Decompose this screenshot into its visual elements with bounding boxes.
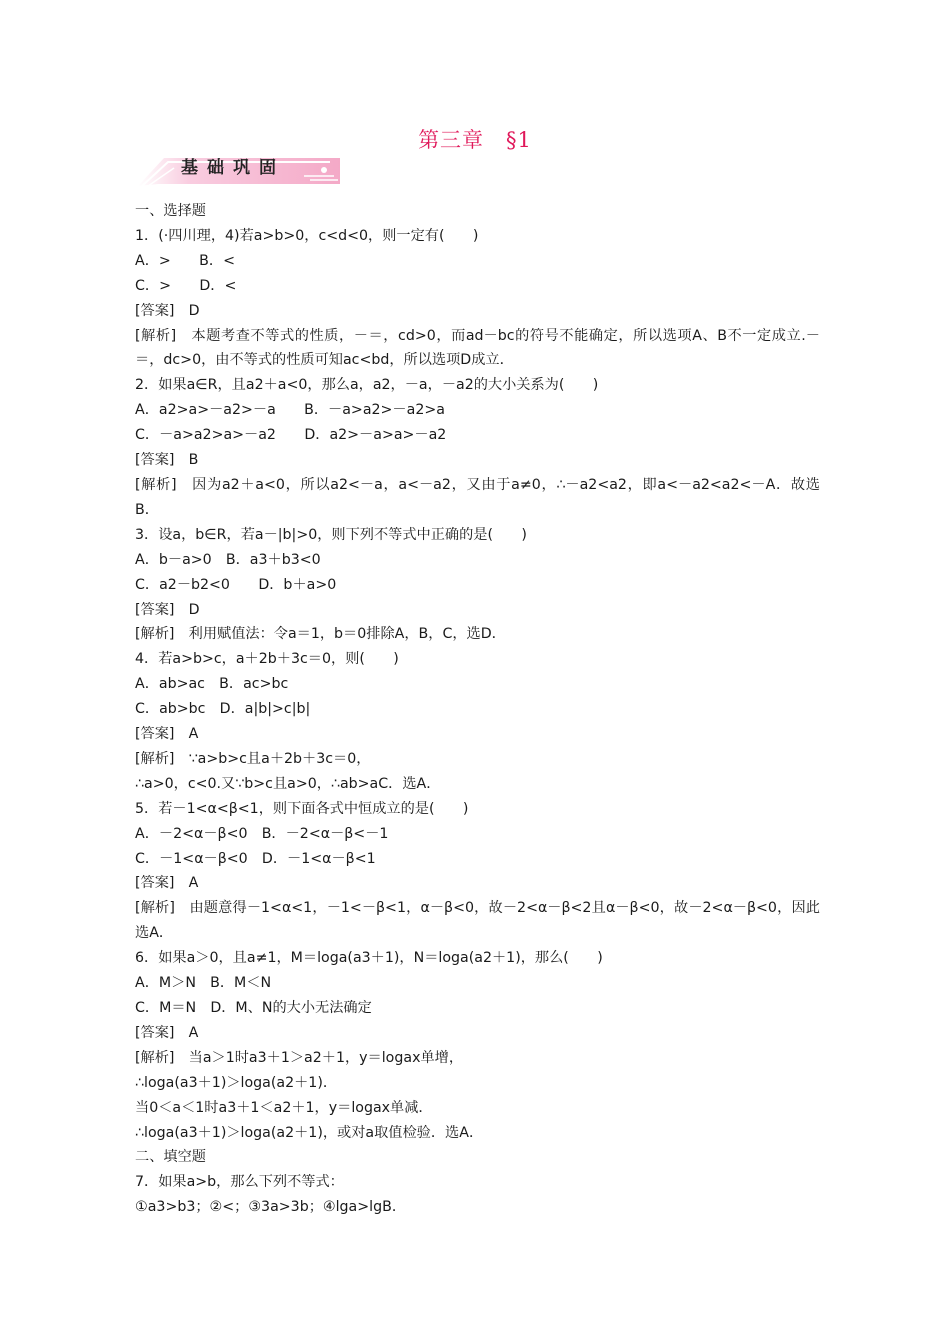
question-4: 4．若a>b>c，a＋2b＋3c＝0，则( ) [135,651,399,668]
analysis: [解析] ∵a>b>c且a＋2b＋3c＝0， [135,750,371,767]
options: A．M＞N B．M＜N [135,975,272,992]
options: A．a2>a>－a2>－a B．－a>a2>－a2>a [135,402,445,419]
options: C．－1<α－β<0 D．－1<α－β<1 [135,850,376,867]
answer: [答案] A [135,726,199,743]
answer: [答案] A [135,875,199,892]
question-5: 5．若－1<α<β<1，则下面各式中恒成立的是( ) [135,800,469,817]
section-banner-label: 基础巩固 [181,158,285,178]
document-body [135,199,820,1220]
answer: [答案] A [135,1024,199,1041]
question-2: 2．如果a∈R，且a2＋a<0，那么a，a2，－a，－a2的大小关系为( ) [135,377,599,394]
analysis-continued: ∴loga(a3＋1)＞loga(a2＋1)． [135,1074,338,1091]
section-heading: 一、选择题 [135,203,206,219]
analysis: [解析] 由题意得－1<α<1，－1<－β<1，α－β<0，故－2<α－β<2且α－β<0，故－2<α－β<0，因此选A． [135,900,820,942]
chapter-title: 第三章 §1 [418,128,532,152]
options: C．ab>bc D．a|b|>c|b| [135,701,311,718]
question-7-items: ①a3>b3；②<；③3a>3b；④lga>lgB． [135,1199,407,1216]
analysis-continued: ∴loga(a3＋1)＞loga(a2＋1)，或对a取值检验．选A． [135,1124,484,1141]
options: C．a2－b2<0 D．b＋a>0 [135,576,337,593]
options: C．－a>a2>a>－a2 D．a2>－a>a>－a2 [135,427,447,444]
answer: [答案] D [135,601,200,618]
analysis: [解析] 因为a2＋a<0，所以a2<－a，a<－a2，又由于a≠0，∴－a2<a2，即a<－a2<a2<－A．故选B． [135,476,820,518]
analysis-continued: 当0＜a＜1时a3＋1＜a2＋1，y＝logax单减． [135,1099,433,1116]
options: C．M＝N D．M、N的大小无法确定 [135,1000,372,1016]
analysis: [解析] 利用赋值法：令a＝1，b＝0排除A，B，C，选D． [135,626,506,643]
analysis: [解析] 本题考查不等式的性质，－＝，cd>0，而ad－bc的符号不能确定，所以选项A、B不一定成立.－＝，dc>0，由不等式的性质可知ac<bd，所以选项D成立． [135,327,820,369]
question-6: 6．如果a＞0，且a≠1，M＝loga(a3＋1)，N＝loga(a2＋1)，那么( ) [135,950,603,967]
section-heading: 二、填空题 [135,1149,206,1166]
question-3: 3．设a，b∈R，若a－|b|>0，则下列不等式中正确的是( ) [135,526,527,543]
options: A．－2<α－β<0 B．－2<α－β<－1 [135,825,389,842]
options: A．ab>ac B．ac>bc [135,676,289,693]
options: A．b－a>0 B．a3＋b3<0 [135,551,321,568]
answer: [答案] B [135,452,199,469]
analysis: [解析] 当a＞1时a3＋1＞a2＋1，y＝logax单增， [135,1049,464,1066]
answer: [答案] D [135,302,200,319]
options: A．> B．< [135,252,235,269]
options: C．> D．< [135,277,237,294]
question-1: 1．(·四川理，4)若a>b>0，c<d<0，则一定有( ) [135,227,479,244]
analysis-continued: ∴a>0，c<0.又∵b>c且a>0，∴ab>aC．选A． [135,775,441,792]
question-7: 7．如果a>b，那么下列不等式： [135,1174,344,1191]
